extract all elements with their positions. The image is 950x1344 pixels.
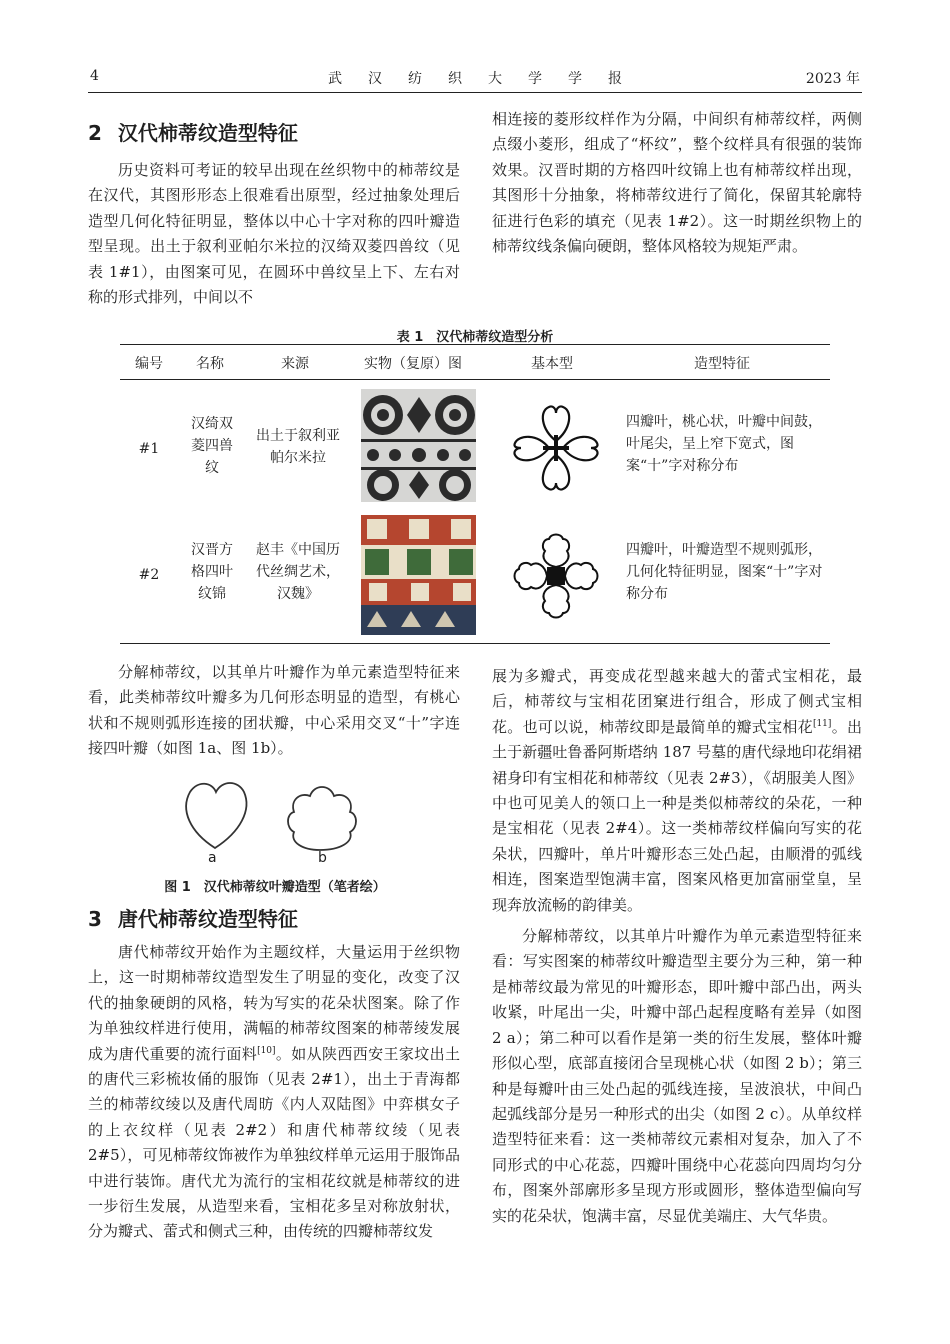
right-column-top [492,107,862,259]
body-paragraph: 分解柿蒂纹，以其单片叶瓣作为单元素造型特征来看：写实图案的柿蒂纹叶瓣造型主要分为三种，第一种是柿蒂纹最为常见的叶瓣形态，即叶瓣中部凸出，两头收紧，叶尾出一尖，叶瓣中部凸起程度略有差异（如图 2 a）；第二种可以看作是第一类的衍生发展，整体叶瓣形似心型，底部直接闭合呈现桃心状（如图 2 b）；第三种是每瓣叶由三处凸起的弧线连接，呈波浪状，中间凸起弧线部分是另一种形式的出尖（如图 2 c）。从单纹样造型特征来看：这一类柿蒂纹元素相对复杂，加入了不同形式的中心花蕊，四瓣叶围绕中心花蕊向四周均匀分布，图案外部廓形多呈现方形或圆形，整体造型偏向写实的花朵状，饱满丰富，尽显优美端庄、大气华贵。 [492,927,862,1225]
row-name: 汉晋方格四叶纹锦 [191,542,233,602]
body-paragraph [88,940,460,1245]
row-features: 四瓣叶，桃心状，叶瓣中间鼓，叶尾尖，呈上窄下宽式，图案“十”字对称分布 [626,414,822,474]
header-cell: 造型特征 [694,356,750,372]
left-column-middle [88,660,460,762]
row-source: 出土于叙利亚帕尔米拉 [256,428,340,466]
heart-petal-motif-icon [186,783,246,848]
body-paragraph: 分解柿蒂纹，以其单片叶瓣作为单元素造型特征来看，此类柿蒂纹叶瓣多为几何形态明显的造型，有桃心状和不规则弧形连接的团状瓣，中心采用交叉“十”字连接四叶瓣（如图 1a、图 1b）。 [88,663,460,758]
header-cell: 编号 [135,356,163,372]
text-run: 。出土于新疆吐鲁番阿斯塔纳 187 号墓的唐代绿地印花绢裙裙身印有宝相花和柿蒂纹（见表 2#3），《胡服美人图》中也可见美人的领口上一种是类似柿蒂纹的朵花，一种是宝相花（见表 2#4）。这一类柿蒂纹样偏向写实的花朵状，四瓣叶，单片叶瓣形态三处凸起，由顺滑的弧线相连，图案造型饱满丰富，图案风格更加富丽堂皇，呈现奔放流畅的韵律美。 [492,717,862,914]
header-cell: 基本型 [531,356,573,372]
figure-label-a: a [208,850,217,866]
section-title: 唐代柿蒂纹造型特征 [117,907,298,931]
table-caption: 表 1 汉代柿蒂纹造型分析 [396,330,554,345]
fabric-photo-hanjin-brocade [361,515,476,635]
four-heart-cross-motif-icon [501,393,611,503]
issue-year: 2023 年 [805,71,860,87]
table-header-row [120,345,830,380]
text-run: 。如从陕西西安王家坟出土的唐代三彩梳妆俑的服饰（见表 2#1），出土于青海都兰的柿蒂纹绫以及唐代周昉《内人双陆图》中弈棋女子的上衣纹样（见表 2#2）和唐代柿蒂纹绫（见表 2#5），可见柿蒂纹饰被作为单独纹样单元运用于服饰品中进行装饰。唐代尤为流行的宝相花纹就是柿蒂纹的进一步衍生发展，从造型来看，宝相花多呈对称放射状，分为瓣式、蕾式和侧式三种，由传统的四瓣柿蒂纹发 [88,1044,460,1241]
figure-1-petals [170,770,370,875]
table-row [120,511,830,639]
text-run: 唐代柿蒂纹开始作为主题纹样，大量运用于丝织物上，这一时期柿蒂纹造型发生了明显的变化，改变了汉代的抽象硬朗的风格，转为写实的花朵状图案。除了作为单独纹样进行使用，满幅的柿蒂纹图案的柿蒂绫发展成为唐代重要的流行面料 [88,943,460,1063]
body-paragraph: 相连接的菱形纹样作为分隔，中间织有柿蒂纹样，两侧点缀小菱形，组成了“杯纹”，整个纹样具有很强的装饰效果。汉晋时期的方格四叶纹锦上也有柿蒂纹样出现，其图形十分抽象，将柿蒂纹进行了简化，保留其轮廓特征进行色彩的填充（见表 1#2）。这一时期丝织物上的柿蒂纹线条偏向硬朗，整体风格较为规矩严肃。 [492,110,862,256]
citation-ref[interactable]: [11] [812,718,832,729]
section-number: 3 [88,907,102,931]
right-column-bottom [492,664,862,1229]
section-2-heading [88,118,460,148]
row-id: #1 [138,441,160,457]
fabric-photo-palmyra [361,389,476,502]
journal-title: 武汉纺织大学学报 [328,71,648,87]
four-cloud-cross-motif-icon [501,521,611,631]
row-features: 四瓣叶，叶瓣造型不规则弧形，几何化特征明显，图案“十”字对称分布 [626,542,823,602]
text-run: 展为多瓣式，再变成花型越来越大的蕾式宝相花，最后，柿蒂纹与宝相花团窠进行组合，形成了侧式宝相花。也可以说，柿蒂纹即是最简单的瓣式宝相花 [492,667,862,736]
header-cell: 来源 [281,356,309,372]
left-column-bottom [88,904,460,1245]
section-number: 2 [88,121,102,145]
row-source: 赵丰《中国历代丝绸艺术，汉魏》 [256,542,340,602]
left-column-top [88,118,460,310]
body-paragraph: 历史资料可考证的较早出现在丝织物中的柿蒂纹是在汉代，其图形形态上很难看出原型，经过抽象处理后造型几何化特征明显，整体以中心十字对称的四叶瓣造型呈现。出土于叙利亚帕尔米拉的汉绮双菱四兽纹（见表 1#1），由图案可见，在圆环中兽纹呈上下、左右对称的形式排列，中间以不 [88,161,460,307]
header-cell: 实物（复原）图 [364,356,462,372]
row-id: #2 [138,567,160,583]
table-row [120,385,830,513]
running-header [88,66,862,93]
row-name: 汉绮双菱四兽纹 [191,416,233,476]
figure-1-caption: 图 1 汉代柿蒂纹叶瓣造型（笔者绘） [164,880,386,895]
section-3-heading [88,904,460,934]
table-1 [120,344,830,644]
body-paragraph [492,664,862,918]
page-number: 4 [90,68,99,84]
figure-label-b: b [318,850,327,866]
header-cell: 名称 [196,356,224,372]
citation-ref[interactable]: [10] [257,1045,276,1056]
cloud-petal-motif-icon [288,787,356,850]
section-title: 汉代柿蒂纹造型特征 [117,121,298,145]
